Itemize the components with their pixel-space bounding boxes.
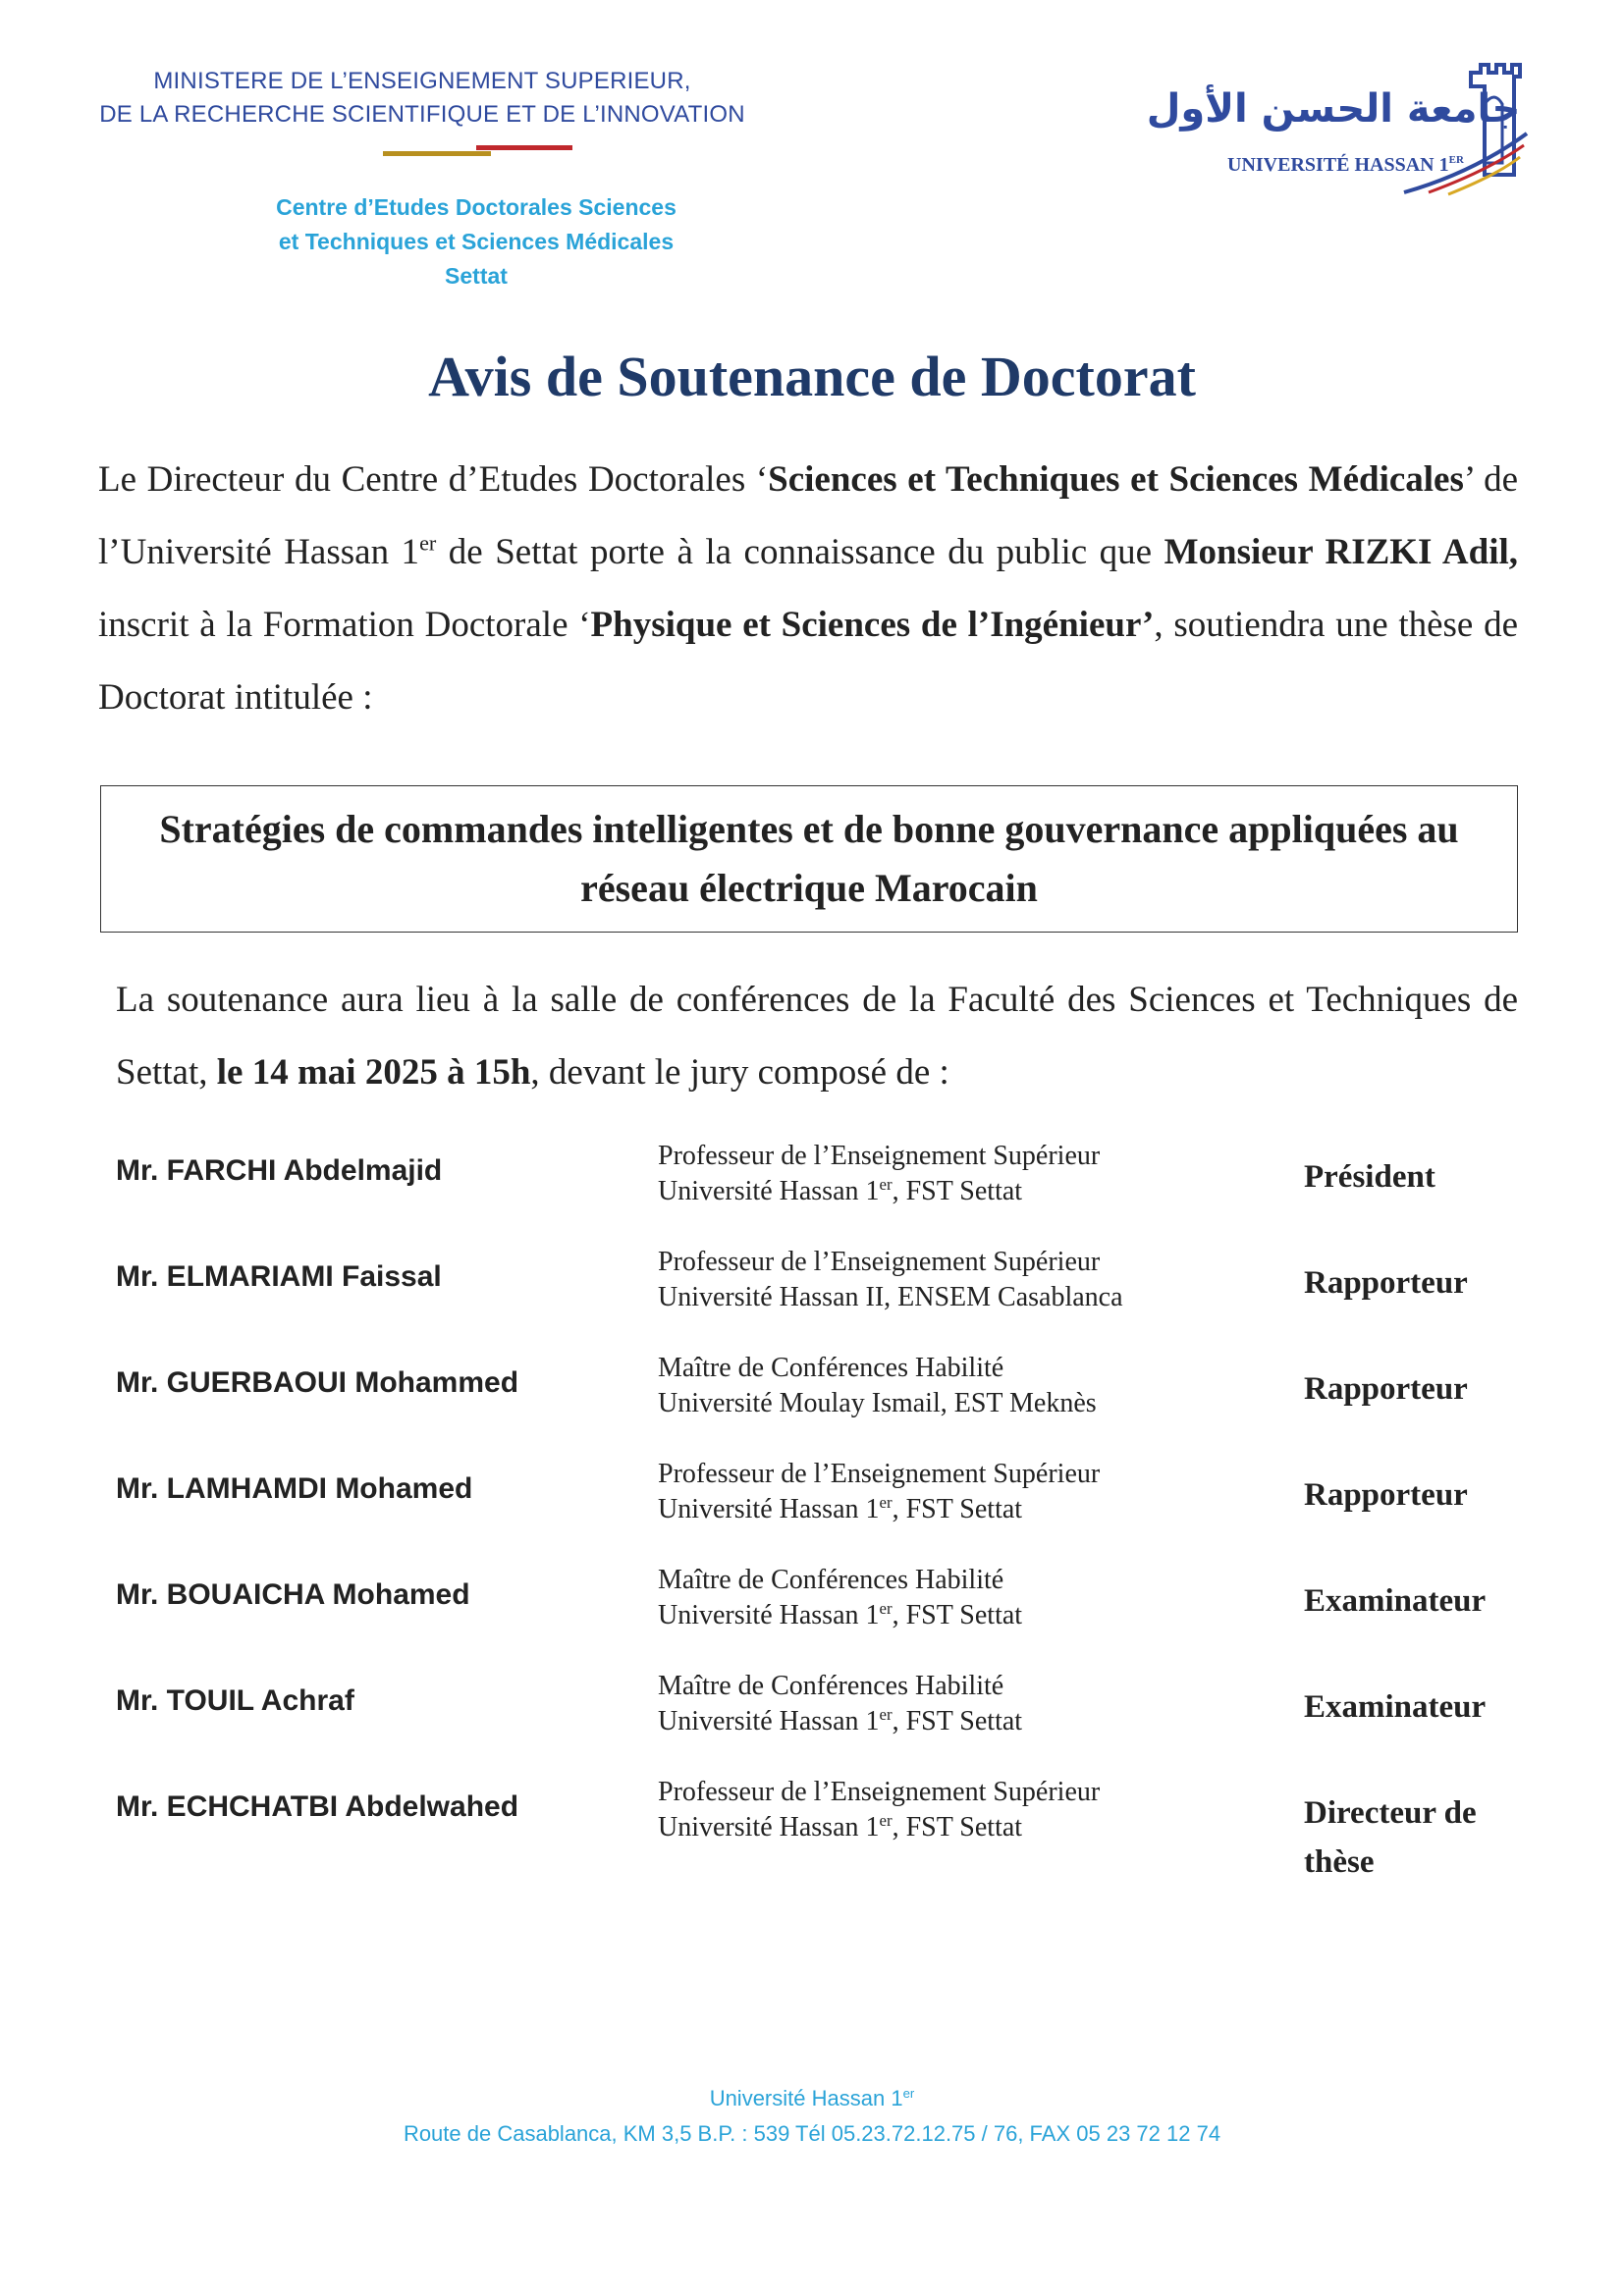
footer-address: Route de Casablanca, KM 3,5 B.P. : 539 Tél 05.23.72.12.75 / 76, FAX 05 23 72 12 74 <box>403 2121 1221 2146</box>
ministry-line-2: DE LA RECHERCHE SCIENTIFIQUE ET DE L’INNOVATION <box>99 101 745 128</box>
jury-member-title <box>658 1245 1247 1315</box>
jury-title-line-2-text: Université Hassan 1 <box>658 1494 880 1524</box>
jury-member-title <box>658 1669 1247 1739</box>
jury-title-sup: er <box>879 1174 893 1194</box>
svg-text:UNIVERSITÉ HASSAN 1ER: UNIVERSITÉ HASSAN 1ER <box>1227 154 1464 176</box>
venue-paragraph <box>116 964 1518 1109</box>
intro-text-5: , soutiendra une thèse de Doctorat intitulée : <box>98 605 1518 718</box>
jury-title-line-2-post: , FST Settat <box>892 1812 1023 1842</box>
intro-text-4: inscrit à la Formation Doctorale ‘ <box>98 605 591 645</box>
page-title: Avis de Soutenance de Doctorat <box>428 345 1196 408</box>
footer <box>0 2081 1624 2152</box>
university-logo <box>1146 55 1532 202</box>
jury-title-line-2 <box>658 1386 1247 1421</box>
jury-title-line-1: Professeur de l’Enseignement Supérieur <box>658 1459 1101 1489</box>
intro-candidate-name: Monsieur RIZKI Adil, <box>1164 532 1518 572</box>
venue-text-1: La soutenance aura lieu à la salle de conférences de la Faculté des Sciences et Techniques de Settat, <box>116 980 1518 1093</box>
jury-title-line-2-text: Université Hassan 1 <box>658 1600 880 1630</box>
svg-text:جامعة الحسن الأول: جامعة الحسن الأول <box>1146 86 1521 132</box>
jury-member-name: Mr. LAMHAMDI Mohamed <box>116 1472 473 1505</box>
jury-row <box>116 1457 1530 1563</box>
ced-line-3: Settat <box>445 263 508 289</box>
jury-member-name: Mr. FARCHI Abdelmajid <box>116 1154 443 1187</box>
jury-title-line-2 <box>658 1280 1247 1315</box>
intro-text-1: Le Directeur du Centre d’Etudes Doctorales ‘ <box>98 459 769 500</box>
jury-title-line-2-post: , FST Settat <box>892 1600 1023 1630</box>
footer-line-1 <box>0 2081 1624 2116</box>
jury-title-line-2-text: Université Hassan II, ENSEM Casablanca <box>658 1282 1123 1312</box>
jury-member-name: Mr. TOUIL Achraf <box>116 1684 354 1717</box>
jury-title-line-2-post: , FST Settat <box>892 1494 1023 1524</box>
jury-member-name: Mr. BOUAICHA Mohamed <box>116 1578 470 1611</box>
jury-title-line-2-text: Université Hassan 1 <box>658 1706 880 1736</box>
jury-member-title <box>658 1775 1247 1845</box>
jury-member-title <box>658 1563 1247 1633</box>
jury-title-sup: er <box>879 1704 893 1724</box>
jury-row <box>116 1563 1530 1669</box>
thesis-title-box <box>100 785 1518 933</box>
jury-member-role: Rapporteur <box>1304 1265 1468 1301</box>
jury-member-name: Mr. ELMARIAMI Faissal <box>116 1260 442 1293</box>
venue-date: le 14 mai 2025 à 15h <box>216 1052 531 1093</box>
intro-formation-name: Physique et Sciences de l’Ingénieur’ <box>590 605 1155 645</box>
thesis-title: Stratégies de commandes intelligentes et de bonne gouvernance appliquées au réseau électrique Marocain <box>159 807 1459 910</box>
jury-member-role: Examinateur <box>1304 1583 1487 1619</box>
jury-title-line-2-post: , FST Settat <box>892 1706 1023 1736</box>
jury-title-line-1: Maître de Conférences Habilité <box>658 1353 1004 1383</box>
ministry-header <box>98 65 746 132</box>
jury-row <box>116 1669 1530 1775</box>
footer-sup: er <box>902 2086 915 2102</box>
flag-bar-red <box>476 145 572 150</box>
jury-title-line-1: Professeur de l’Enseignement Supérieur <box>658 1247 1101 1277</box>
jury-row <box>116 1775 1530 1912</box>
jury-title-line-2-text: Université Hassan 1 <box>658 1176 880 1206</box>
jury-member-role: Rapporteur <box>1304 1477 1468 1513</box>
intro-text-3: de Settat porte à la connaissance du public que <box>436 532 1164 572</box>
venue-text-2: , devant le jury composé de : <box>530 1052 949 1093</box>
jury-row <box>116 1351 1530 1457</box>
jury-title-line-2-post: , FST Settat <box>892 1176 1023 1206</box>
jury-member-name: Mr. GUERBAOUI Mohammed <box>116 1366 519 1399</box>
jury-title-line-2-text: Université Hassan 1 <box>658 1812 880 1842</box>
ced-header <box>236 190 717 294</box>
jury-title-sup: er <box>879 1598 893 1618</box>
jury-title-line-2 <box>658 1598 1247 1633</box>
jury-member-title <box>658 1351 1247 1421</box>
jury-title-sup: er <box>879 1810 893 1830</box>
jury-member-name: Mr. ECHCHATBI Abdelwahed <box>116 1790 519 1823</box>
intro-ced-name: Sciences et Techniques et Sciences Médicales <box>768 459 1464 500</box>
jury-title-line-1: Professeur de l’Enseignement Supérieur <box>658 1777 1101 1807</box>
jury-title-line-2 <box>658 1704 1247 1739</box>
jury-list <box>116 1139 1530 1912</box>
footer-university: Université Hassan 1 <box>709 2086 903 2110</box>
flag-bars-decoration <box>383 145 579 157</box>
jury-member-role: Examinateur <box>1304 1689 1487 1725</box>
university-logo-icon <box>1146 55 1532 202</box>
ced-line-1: Centre d’Etudes Doctorales Sciences <box>276 194 677 220</box>
ced-line-2: et Techniques et Sciences Médicales <box>278 229 675 254</box>
intro-text-2: ’ de l’Université Hassan 1 <box>98 459 1518 572</box>
jury-title-line-2 <box>658 1810 1247 1845</box>
jury-title-line-2 <box>658 1492 1247 1527</box>
jury-title-line-1: Maître de Conférences Habilité <box>658 1565 1004 1595</box>
jury-title-line-2 <box>658 1174 1247 1209</box>
flag-bar-gold <box>383 151 491 156</box>
ministry-line-1: MINISTERE DE L’ENSEIGNEMENT SUPERIEUR, <box>153 68 691 94</box>
jury-title-sup: er <box>879 1492 893 1512</box>
intro-paragraph <box>98 444 1518 734</box>
jury-title-line-1: Professeur de l’Enseignement Supérieur <box>658 1141 1101 1171</box>
jury-member-role: Président <box>1304 1159 1435 1195</box>
jury-title-line-2-text: Université Moulay Ismail, EST Meknès <box>658 1388 1097 1418</box>
jury-member-title <box>658 1139 1247 1209</box>
jury-row <box>116 1245 1530 1351</box>
jury-member-role: Rapporteur <box>1304 1371 1468 1407</box>
jury-member-title <box>658 1457 1247 1527</box>
jury-title-line-1: Maître de Conférences Habilité <box>658 1671 1004 1701</box>
intro-sup: er <box>419 530 437 556</box>
jury-row <box>116 1139 1530 1245</box>
jury-member-role: Directeur de thèse <box>1304 1795 1477 1880</box>
